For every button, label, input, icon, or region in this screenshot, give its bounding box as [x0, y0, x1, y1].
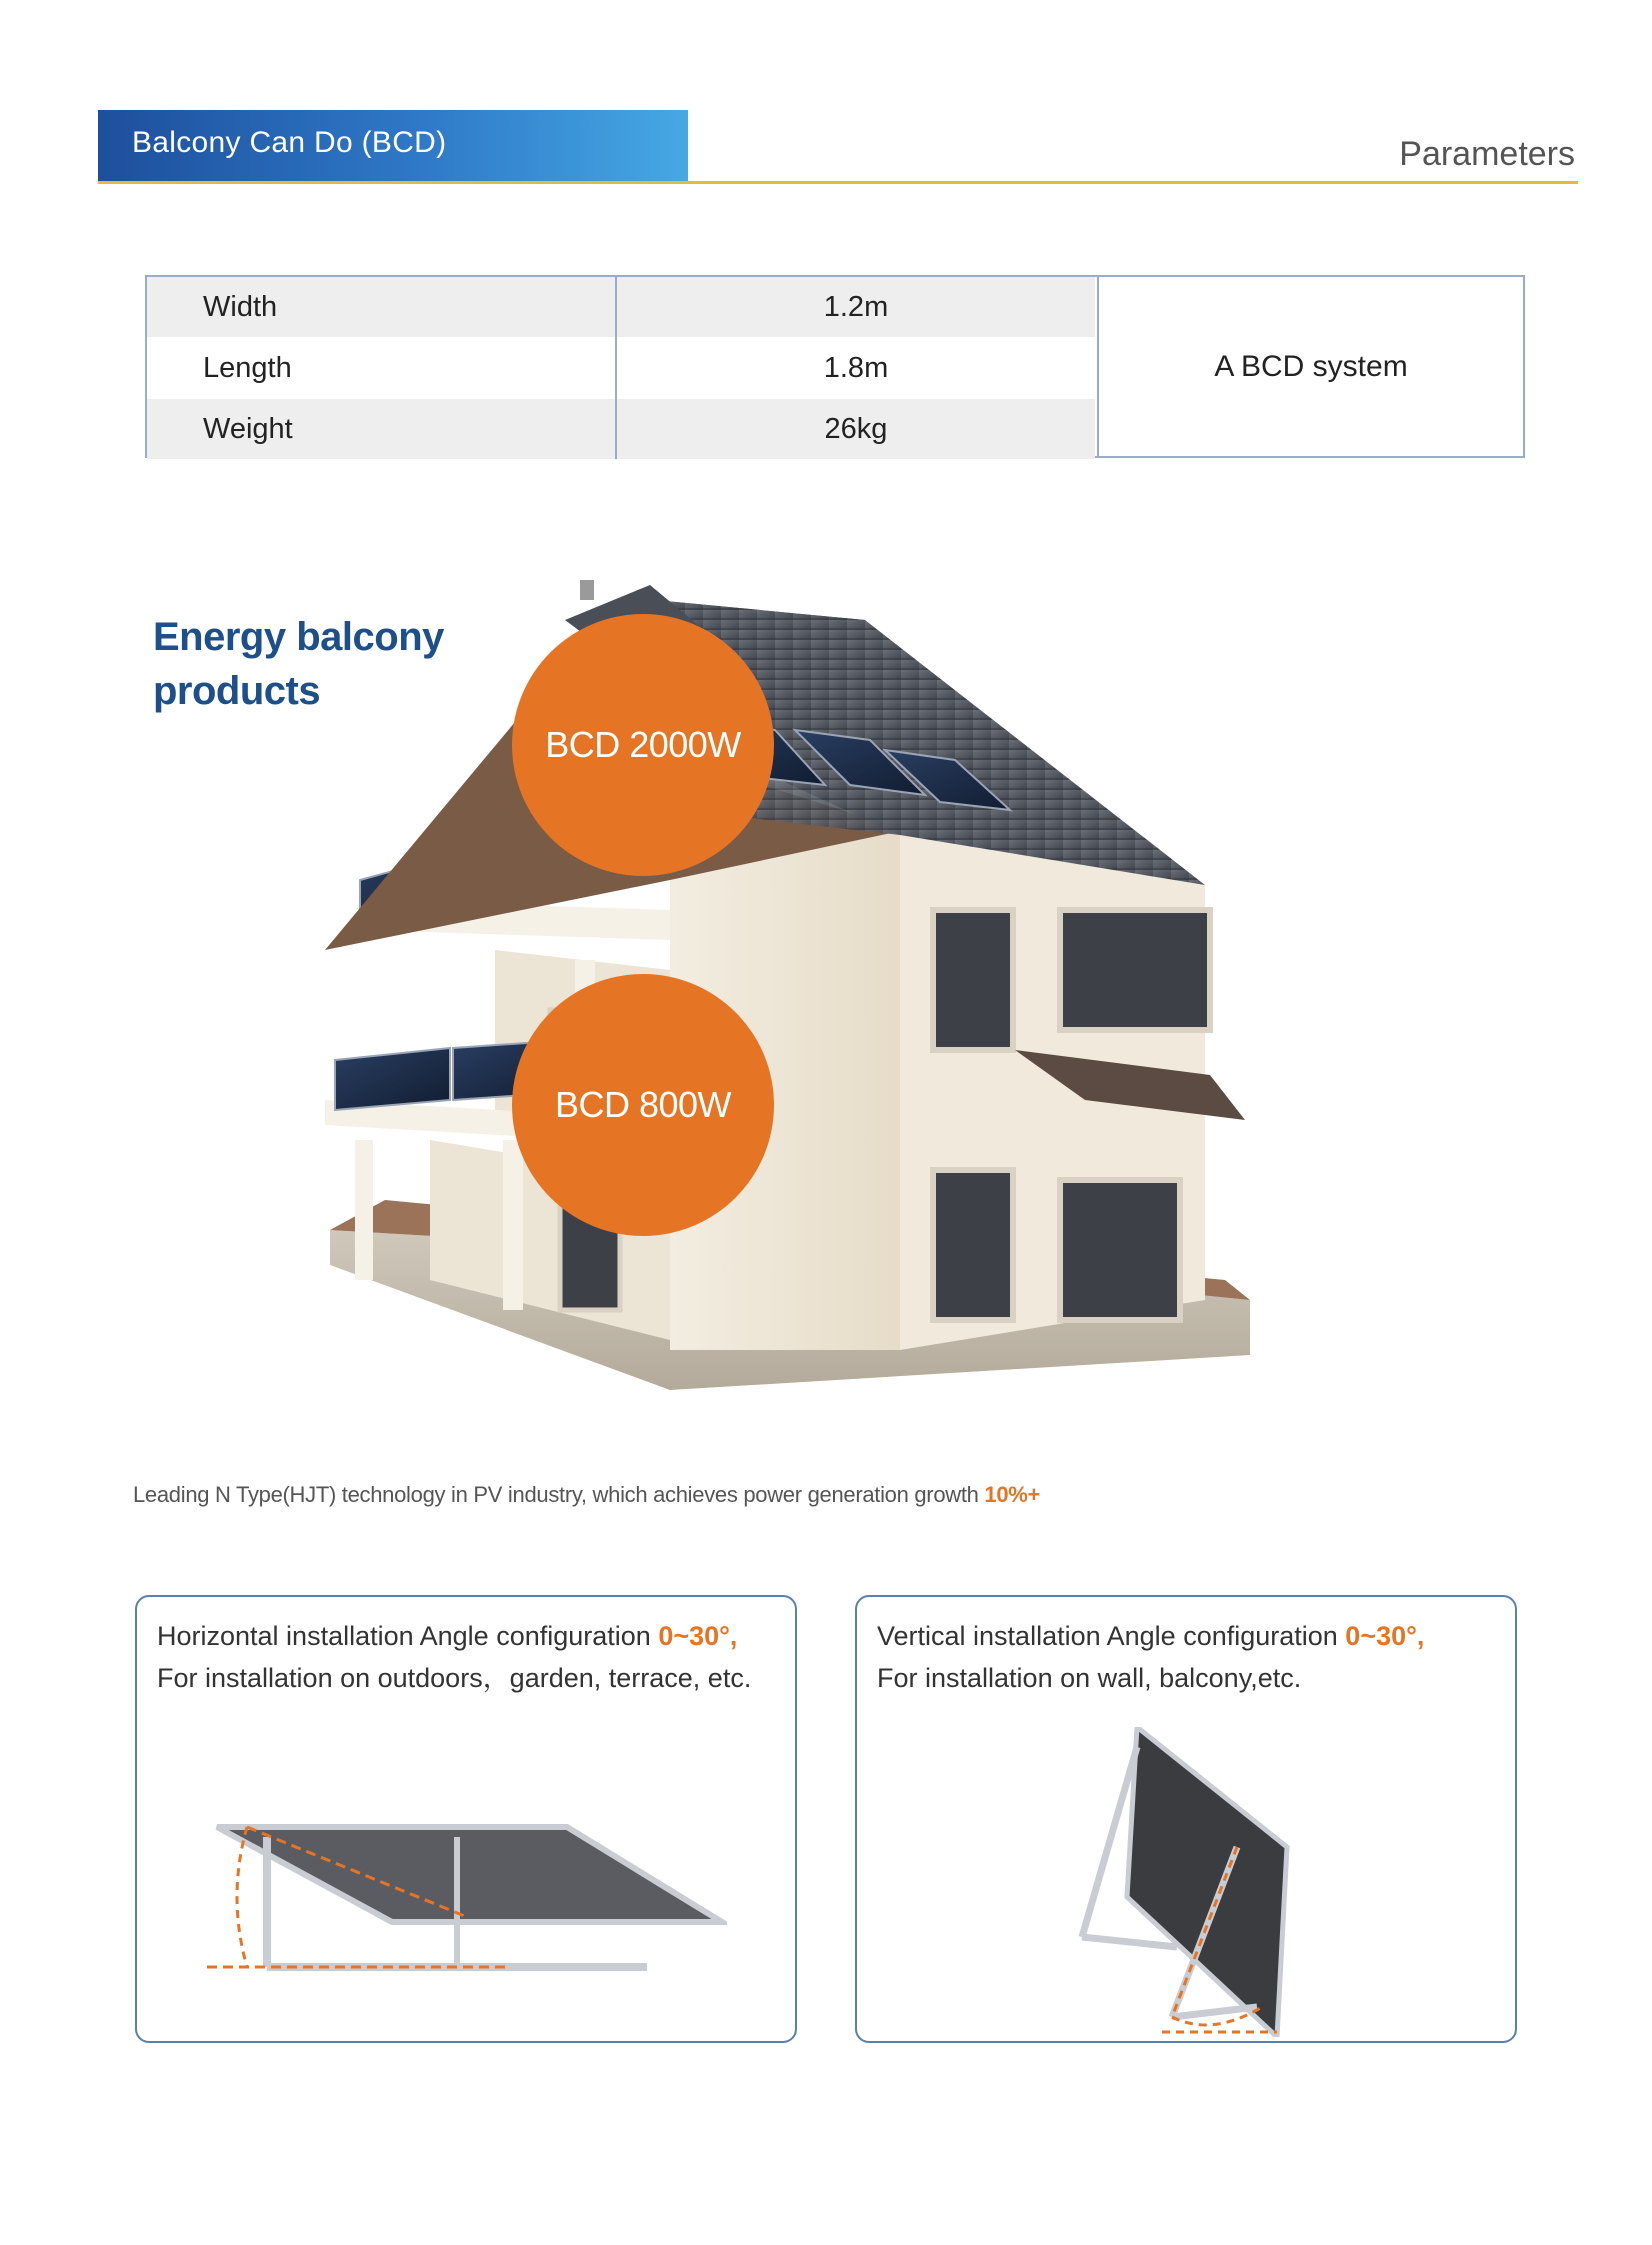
param-value-length: 1.8m [615, 337, 1095, 399]
bcd-2000w-badge: BCD 2000W [512, 614, 774, 876]
horizontal-card-line2: For installation on outdoors，garden, terrace, etc. [157, 1663, 752, 1693]
section-label: Parameters [1399, 135, 1575, 173]
vertical-card-text [877, 1615, 1424, 1699]
header-divider [98, 181, 1578, 184]
param-value-weight: 26kg [615, 399, 1095, 459]
technology-note-text: Leading N Type(HJT) technology in PV industry, which achieves power generation growth [133, 1482, 985, 1507]
param-system-cell: A BCD system [1097, 277, 1523, 456]
parameter-table [145, 275, 1525, 458]
growth-highlight: 10%+ [984, 1482, 1041, 1507]
horizontal-installation-card [135, 1595, 797, 2043]
vertical-card-line2: For installation on wall, balcony,etc. [877, 1663, 1302, 1693]
param-label-width: Width [147, 277, 615, 337]
house-illustration [325, 580, 1275, 1450]
param-label-weight: Weight [147, 399, 615, 459]
vertical-mount-illustration [1077, 1727, 1337, 2037]
header-title: Balcony Can Do (BCD) [132, 126, 447, 159]
technology-note [133, 1482, 1040, 1508]
energy-heading-line2: products [153, 669, 321, 713]
energy-heading-line1: Energy balcony [153, 615, 444, 659]
bcd-800w-badge: BCD 800W [512, 974, 774, 1236]
param-label-length: Length [203, 351, 292, 384]
horizontal-card-text [157, 1615, 751, 1699]
vertical-card-line1: Vertical installation Angle configuration [877, 1621, 1346, 1651]
vertical-angle-range: 0~30°, [1345, 1621, 1425, 1651]
horizontal-mount-illustration [207, 1797, 727, 1997]
horizontal-card-line1: Horizontal installation Angle configuration [157, 1621, 659, 1651]
vertical-installation-card [855, 1595, 1517, 2043]
param-value-width: 1.2m [615, 277, 1095, 337]
horizontal-angle-range: 0~30°, [658, 1621, 738, 1651]
